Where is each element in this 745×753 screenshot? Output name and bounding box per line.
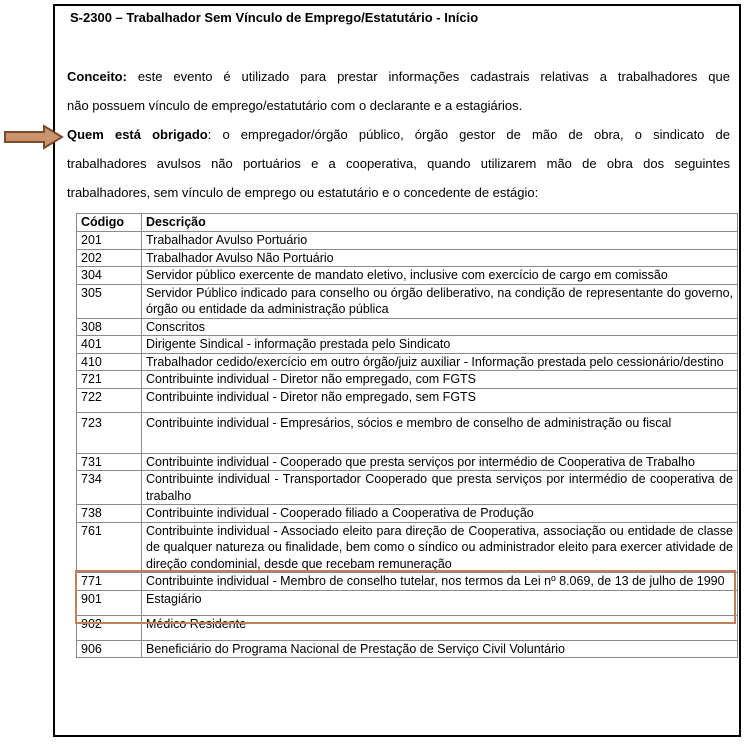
table-row (77, 412, 738, 453)
table-row (77, 640, 738, 658)
row-code: 410 (77, 353, 142, 371)
row-code: 771 (77, 573, 142, 591)
table-row (77, 336, 738, 354)
row-code: 201 (77, 232, 142, 250)
row-description: Trabalhador Avulso Não Portuário (142, 249, 738, 267)
table-row (77, 615, 738, 640)
table-row (77, 267, 738, 285)
row-code: 202 (77, 249, 142, 267)
row-code: 902 (77, 615, 142, 640)
table-row (77, 505, 738, 523)
concept-line-2: não possuem vínculo de emprego/estatutário com o declarante e a estagiários. (67, 98, 523, 113)
row-description: Contribuinte individual - Empresários, sócios e membro de conselho de administração ou fiscal (142, 412, 738, 453)
table-row (77, 318, 738, 336)
right-arrow-icon (2, 124, 66, 150)
row-description: Contribuinte individual - Transportador Cooperado que presta serviços por intermédio de cooperativa de trabalho (142, 471, 738, 505)
table-header-row (77, 214, 738, 232)
table-row (77, 353, 738, 371)
row-code: 304 (77, 267, 142, 285)
row-code: 308 (77, 318, 142, 336)
row-description: Contribuinte individual - Diretor não empregado, sem FGTS (142, 388, 738, 412)
table-row (77, 232, 738, 250)
row-description: Contribuinte individual - Associado eleito para direção de Cooperativa, associação ou entidade de classe de qualquer natureza ou finalidade, bem como o síndico ou administrador eleito para exercer atividade de direção condominial, desde que recebam remuneração (142, 522, 738, 573)
table-row (77, 284, 738, 318)
concept-line-1 (67, 62, 730, 91)
header-code: Código (77, 214, 142, 232)
table-row (77, 371, 738, 389)
row-code: 401 (77, 336, 142, 354)
row-description: Contribuinte individual - Diretor não empregado, com FGTS (142, 371, 738, 389)
row-description: Dirigente Sindical - informação prestada pelo Sindicato (142, 336, 738, 354)
row-description: Contribuinte individual - Membro de conselho tutelar, nos termos da Lei nº 8.069, de 13 de julho de 1990 (142, 573, 738, 591)
obliged-text-1: : o empregador/órgão público, órgão gestor de mão de obra, o sindicato de (207, 127, 730, 142)
document-title: S-2300 – Trabalhador Sem Vínculo de Emprego/Estatutário - Início (70, 10, 479, 25)
obliged-label: Quem está obrigado (67, 127, 208, 142)
row-description: Trabalhador cedido/exercício em outro órgão/juiz auxiliar - Informação prestada pelo cessionário/destino (142, 353, 738, 371)
table-row (77, 471, 738, 505)
row-description: Estagiário (142, 590, 738, 615)
table-row (77, 522, 738, 573)
table-row (77, 388, 738, 412)
row-description: Contribuinte individual - Cooperado filiado a Cooperativa de Produção (142, 505, 738, 523)
table-row (77, 453, 738, 471)
worker-codes-table (76, 213, 738, 658)
table-row (77, 573, 738, 591)
row-code: 721 (77, 371, 142, 389)
header-description: Descrição (142, 214, 738, 232)
row-code: 761 (77, 522, 142, 573)
row-code: 722 (77, 388, 142, 412)
obliged-line-2: trabalhadores avulsos não portuários e a cooperativa, quando utilizarem mão de obra dos seguintes (67, 156, 730, 171)
table-row (77, 590, 738, 615)
obliged-line-1 (67, 120, 730, 149)
row-code: 906 (77, 640, 142, 658)
row-description: Servidor público exercente de mandato eletivo, inclusive com exercício de cargo em comissão (142, 267, 738, 285)
row-description: Servidor Público indicado para conselho ou órgão deliberativo, na condição de representante do governo, órgão ou entidade da administração pública (142, 284, 738, 318)
row-description: Contribuinte individual - Cooperado que presta serviços por intermédio de Cooperativa de Trabalho (142, 453, 738, 471)
row-code: 738 (77, 505, 142, 523)
row-code: 901 (77, 590, 142, 615)
row-code: 734 (77, 471, 142, 505)
row-description: Beneficiário do Programa Nacional de Prestação de Serviço Civil Voluntário (142, 640, 738, 658)
table-row (77, 249, 738, 267)
concept-text-1: este evento é utilizado para prestar informações cadastrais relativas a trabalhadores que (137, 69, 730, 84)
row-description: Médico Residente (142, 615, 738, 640)
row-description: Trabalhador Avulso Portuário (142, 232, 738, 250)
row-code: 723 (77, 412, 142, 453)
concept-label: Conceito: (67, 69, 127, 84)
row-description: Conscritos (142, 318, 738, 336)
row-code: 305 (77, 284, 142, 318)
obliged-line-3: trabalhadores, sem vínculo de emprego ou estatutário e o concedente de estágio: (67, 185, 539, 200)
row-code: 731 (77, 453, 142, 471)
